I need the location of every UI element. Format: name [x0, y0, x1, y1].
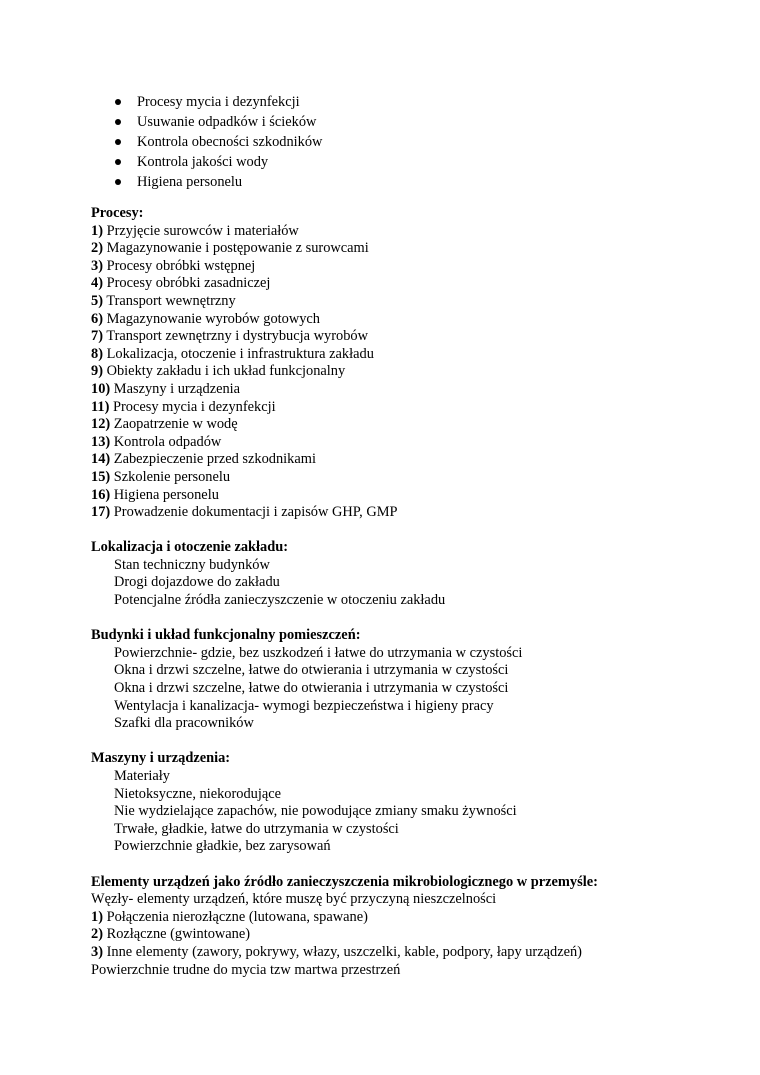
bullet-item: Kontrola jakości wody — [91, 152, 731, 172]
bullet-item: Higiena personelu — [91, 172, 731, 192]
list-item: Powierzchnie gładkie, bez zarysowań — [114, 838, 331, 855]
list-item: Nietoksyczne, niekorodujące — [114, 785, 282, 802]
list-item: Materiały — [114, 768, 170, 784]
bullet-item: Usuwanie odpadków i ścieków — [91, 112, 731, 132]
lokalizacja-section — [91, 539, 731, 609]
spacer — [91, 733, 731, 751]
numbered-item: 15) Szkolenie personelu — [91, 468, 231, 485]
list-item: Wentylacja i kanalizacja- wymogi bezpieczeństwa i higieny pracy — [114, 697, 494, 714]
elementy-outro: Powierzchnie trudne do mycia tzw martwa przestrzeń — [91, 961, 401, 978]
list-item: Stan techniczny budynków — [114, 556, 270, 573]
maszyny-section — [91, 750, 731, 856]
list-item: Okna i drzwi szczelne, łatwe do otwierania i utrzymania w czystości — [114, 662, 509, 679]
list-item: Potencjalne źródła zanieczyszczenie w otoczeniu zakładu — [114, 592, 446, 609]
numbered-item: 10) Maszyny i urządzenia — [91, 380, 241, 397]
numbered-item: 2) Rozłączne (gwintowane) — [91, 926, 251, 943]
procesy-heading: Procesy: — [91, 205, 144, 221]
numbered-item: 14) Zabezpieczenie przed szkodnikami — [91, 451, 316, 468]
numbered-item: 2) Magazynowanie i postępowanie z surowcami — [91, 240, 369, 257]
numbered-item: 1) Połączenia nierozłączne (lutowana, spawane) — [91, 908, 368, 925]
numbered-item: 4) Procesy obróbki zasadniczej — [91, 275, 271, 292]
numbered-item: 9) Obiekty zakładu i ich układ funkcjonalny — [91, 363, 346, 380]
bullet-item: Kontrola obecności szkodników — [91, 132, 731, 152]
bullet-item: Procesy mycia i dezynfekcji — [91, 92, 731, 112]
numbered-item: 1) Przyjęcie surowców i materiałów — [91, 222, 299, 239]
list-item: Nie wydzielające zapachów, nie powodujące zmiany smaku żywności — [114, 803, 517, 820]
elementy-section — [91, 874, 731, 980]
spacer — [91, 192, 731, 205]
document-content — [91, 92, 731, 979]
list-item: Szafki dla pracowników — [114, 715, 254, 732]
bullet-icon — [115, 119, 121, 125]
numbered-item: 17) Prowadzenie dokumentacji i zapisów GHP, GMP — [91, 504, 398, 521]
budynki-section — [91, 627, 731, 733]
numbered-item: 3) Inne elementy (zawory, pokrywy, włazy, uszczelki, kable, podpory, łapy urządzeń) — [91, 943, 582, 960]
numbered-item: 11) Procesy mycia i dezynfekcji — [91, 398, 276, 415]
spacer — [91, 522, 731, 540]
numbered-item: 13) Kontrola odpadów — [91, 433, 222, 450]
numbered-item: 16) Higiena personelu — [91, 486, 219, 503]
list-item: Okna i drzwi szczelne, łatwe do otwierania i utrzymania w czystości — [114, 680, 509, 697]
lokalizacja-heading: Lokalizacja i otoczenie zakładu: — [91, 539, 289, 556]
bullet-icon — [115, 139, 121, 145]
bullet-icon — [115, 159, 121, 165]
numbered-item: 8) Lokalizacja, otoczenie i infrastruktura zakładu — [91, 345, 374, 362]
bullet-icon — [115, 179, 121, 185]
numbered-item: 7) Transport zewnętrzny i dystrybucja wyrobów — [91, 328, 368, 345]
list-item: Powierzchnie- gdzie, bez uszkodzeń i łatwe do utrzymania w czystości — [114, 644, 523, 661]
numbered-item: 6) Magazynowanie wyrobów gotowych — [91, 310, 321, 327]
maszyny-heading: Maszyny i urządzenia: — [91, 750, 231, 767]
elementy-intro: Węzły- elementy urządzeń, które muszę być przyczyną nieszczelności — [91, 891, 497, 908]
elementy-heading: Elementy urządzeń jako źródło zanieczyszczenia mikrobiologicznego w przemyśle: — [91, 873, 598, 890]
budynki-heading: Budynki i układ funkcjonalny pomieszczeń: — [91, 627, 361, 644]
bullet-icon — [115, 99, 121, 105]
numbered-item: 3) Procesy obróbki wstępnej — [91, 257, 256, 274]
bullet-list — [91, 92, 731, 192]
procesy-section — [91, 205, 731, 522]
list-item: Trwałe, gładkie, łatwe do utrzymania w czystości — [114, 820, 399, 837]
spacer — [91, 856, 731, 874]
spacer — [91, 610, 731, 628]
list-item: Drogi dojazdowe do zakładu — [114, 574, 280, 591]
numbered-item: 12) Zaopatrzenie w wodę — [91, 416, 238, 433]
numbered-item: 5) Transport wewnętrzny — [91, 292, 236, 309]
